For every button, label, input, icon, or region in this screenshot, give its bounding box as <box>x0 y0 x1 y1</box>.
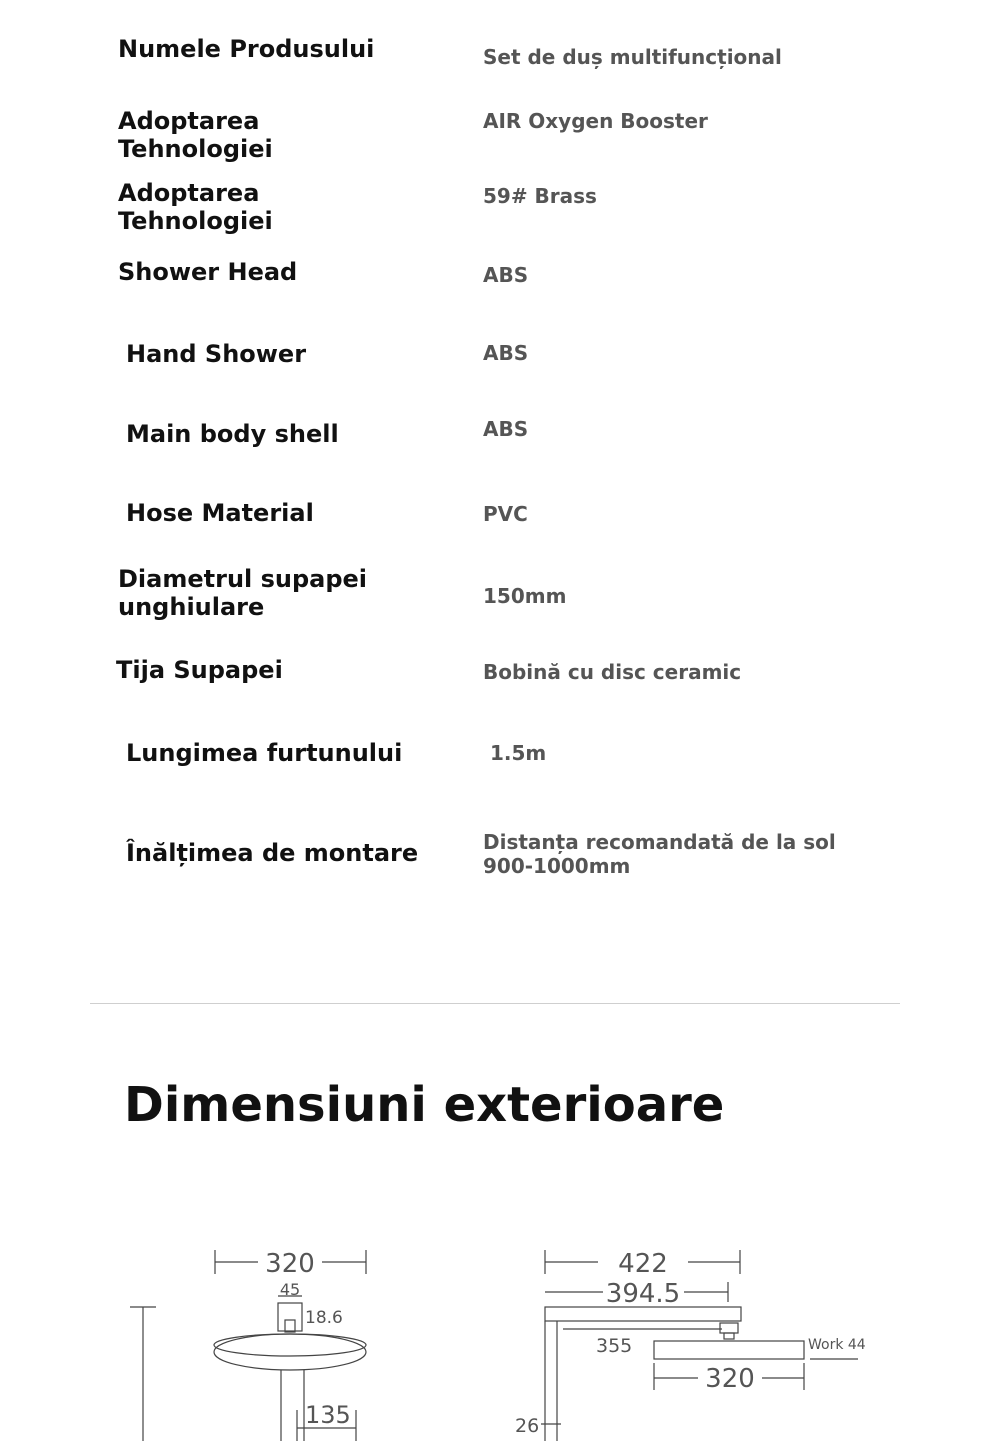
spec-value: ABS <box>483 417 529 441</box>
dim-front-arm-width: 45 <box>279 1280 301 1299</box>
spec-label: Tija Supapei <box>116 656 283 684</box>
section-divider <box>90 1003 900 1004</box>
dim-side-pipe-width: 26 <box>515 1415 540 1437</box>
spec-value: Set de duș multifuncțional <box>483 45 782 69</box>
spec-value: 150mm <box>483 584 567 608</box>
dim-side-head-offset: 355 <box>596 1335 633 1357</box>
spec-label: Adoptarea Tehnologiei <box>118 107 273 163</box>
dim-front-pipe-offset: 135 <box>305 1401 351 1429</box>
spec-value: AIR Oxygen Booster <box>483 109 708 133</box>
dim-front-arm-height: 18.6 <box>305 1308 343 1328</box>
spec-label: Diametrul supapei unghiulare <box>118 565 368 621</box>
dim-side-arm-length: 394.5 <box>605 1279 681 1309</box>
dim-side-note: Work 44 <box>808 1337 866 1353</box>
dim-side-head-width: 320 <box>705 1364 755 1394</box>
spec-label: Main body shell <box>126 420 339 448</box>
section-title: Dimensiuni exterioare <box>124 1077 725 1133</box>
dim-front-head-width: 320 <box>265 1249 315 1279</box>
spec-value: 1.5m <box>490 741 547 765</box>
spec-label: Înălțimea de montare <box>126 839 419 867</box>
spec-label: Hand Shower <box>126 340 307 368</box>
spec-label: Hose Material <box>126 499 314 527</box>
spec-value: PVC <box>483 502 528 526</box>
dim-side-total-length: 422 <box>618 1249 668 1279</box>
spec-value: 59# Brass <box>483 184 597 208</box>
spec-value: Distanța recomandată de la sol 900-1000mm <box>483 830 836 878</box>
spec-label: Adoptarea Tehnologiei <box>118 179 273 235</box>
spec-label: Numele Produsului <box>118 35 375 63</box>
spec-value: ABS <box>483 341 529 365</box>
dimension-drawing <box>0 1230 989 1441</box>
spec-value: ABS <box>483 263 529 287</box>
spec-label: Lungimea furtunului <box>126 739 403 767</box>
spec-value: Bobină cu disc ceramic <box>483 660 742 684</box>
spec-label: Shower Head <box>118 258 298 286</box>
